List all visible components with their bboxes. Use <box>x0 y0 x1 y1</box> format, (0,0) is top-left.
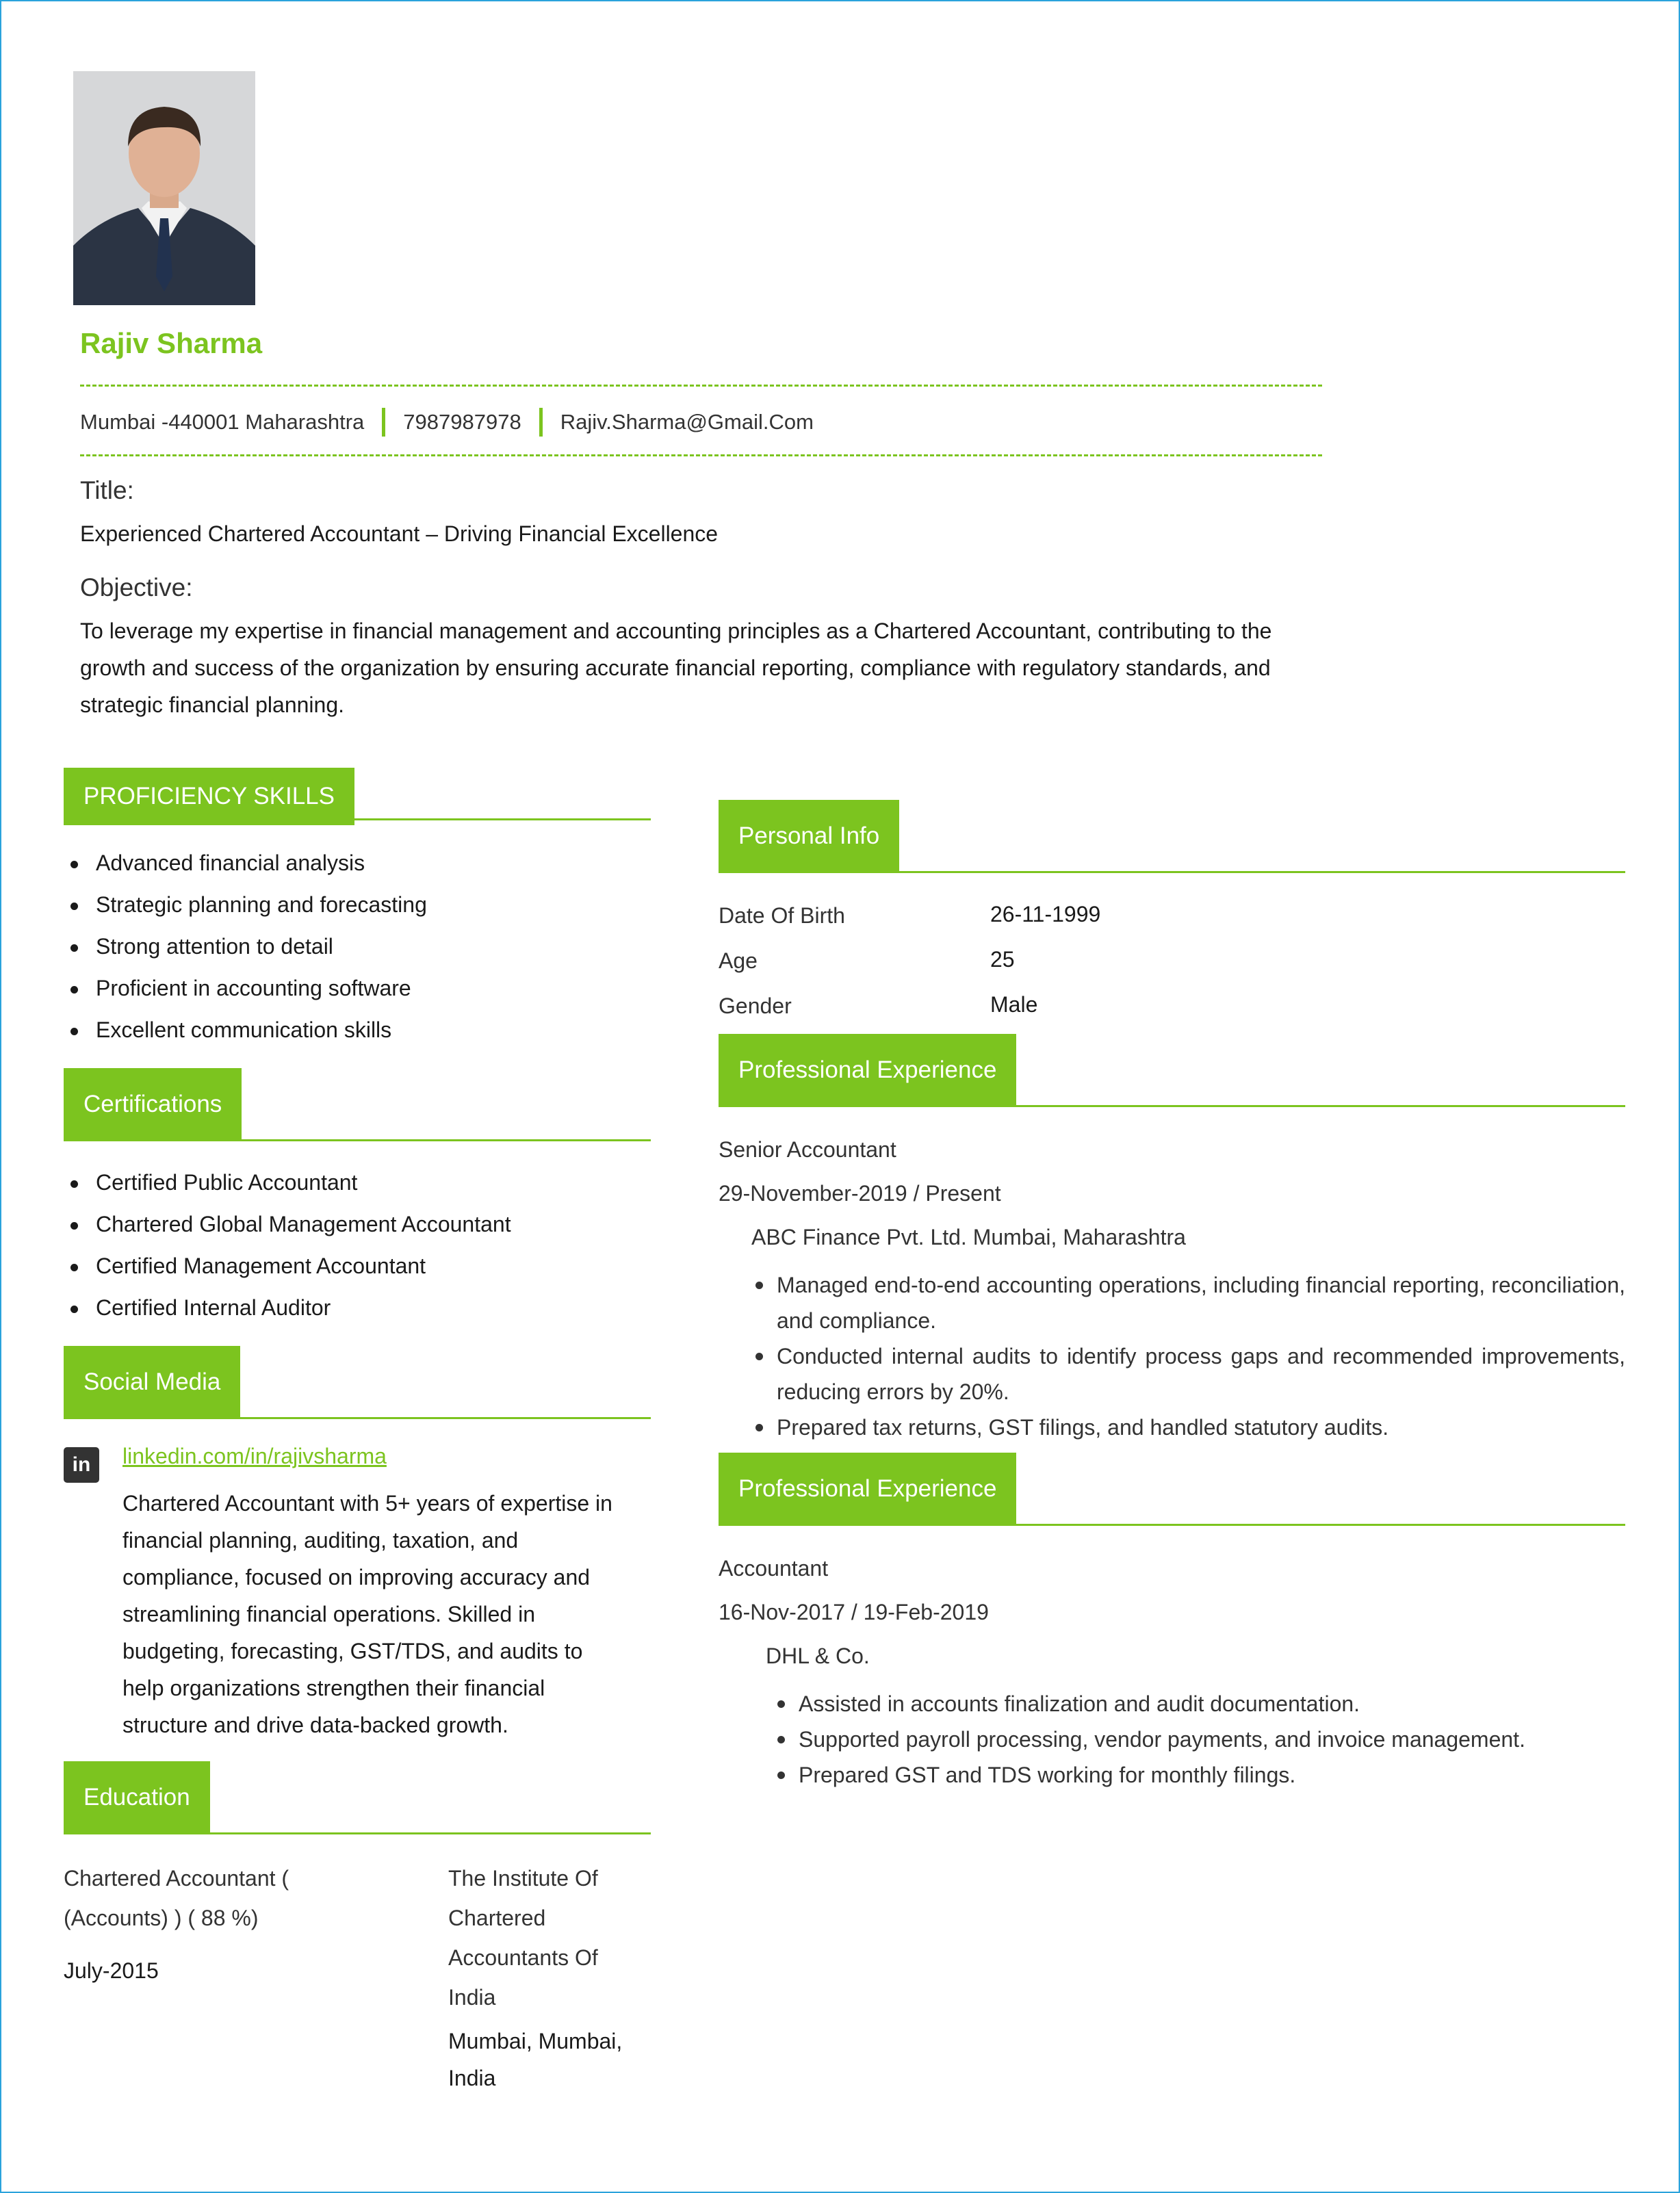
profile-photo <box>73 71 255 305</box>
contact-separator <box>382 408 385 437</box>
contact-address: Mumbai -440001 Maharashtra <box>80 410 365 434</box>
list-item: Proficient in accounting software <box>64 968 427 1009</box>
candidate-name: Rajiv Sharma <box>80 327 263 359</box>
experience-dates: 16-Nov-2017 / 19-Feb-2019 <box>719 1600 989 1624</box>
personal-heading: Personal Info <box>719 800 899 872</box>
list-item: Prepared GST and TDS working for monthly filings. <box>773 1757 1625 1793</box>
skills-heading: PROFICIENCY SKILLS <box>64 768 354 825</box>
contact-phone[interactable]: 7987987978 <box>403 410 521 434</box>
experience-role: Accountant <box>719 1556 829 1581</box>
personal-value-age: 25 <box>990 947 1015 972</box>
linkedin-icon[interactable]: in <box>64 1447 99 1483</box>
contact-email[interactable]: Rajiv.Sharma@Gmail.Com <box>560 410 814 434</box>
education-location: Mumbai, Mumbai, India <box>448 2029 623 2090</box>
list-item: Certified Public Accountant <box>64 1162 511 1204</box>
personal-key-age: Age <box>719 948 758 973</box>
experience-role: Senior Accountant <box>719 1137 896 1162</box>
title-text: Experienced Chartered Accountant – Driving Financial Excellence <box>80 521 719 546</box>
list-item: Supported payroll processing, vendor payments, and invoice management. <box>773 1722 1625 1757</box>
education-institute: The Institute Of Chartered Accountants Of India <box>448 1866 598 2010</box>
experience-heading: Professional Experience <box>719 1034 1016 1106</box>
personal-value-gender: Male <box>990 992 1038 1017</box>
education-date: July-2015 <box>64 1958 159 1983</box>
certifications-list <box>64 1162 511 1329</box>
experience-heading: Professional Experience <box>719 1453 1016 1525</box>
experience-bullets <box>773 1686 1625 1793</box>
social-heading: Social Media <box>64 1346 240 1418</box>
education-heading: Education <box>64 1761 210 1834</box>
list-item: Prepared tax returns, GST filings, and handled statutory audits. <box>751 1410 1625 1445</box>
experience-bullets <box>751 1267 1625 1445</box>
experience-company: ABC Finance Pvt. Ltd. Mumbai, Maharashtra <box>751 1225 1186 1249</box>
education-degree: Chartered Accountant ( (Accounts) ) ( 88 %) <box>64 1866 289 1930</box>
linkedin-link[interactable]: linkedin.com/in/rajivsharma <box>122 1444 387 1468</box>
list-item: Strong attention to detail <box>64 926 427 968</box>
list-item: Assisted in accounts finalization and audit documentation. <box>773 1686 1625 1722</box>
experience-dates: 29-November-2019 / Present <box>719 1181 1001 1206</box>
list-item: Strategic planning and forecasting <box>64 884 427 926</box>
personal-key-dob: Date Of Birth <box>719 903 845 928</box>
title-label: Title: <box>80 476 134 504</box>
list-item: Conducted internal audits to identify process gaps and recommended improvements, reducing errors by 20%. <box>751 1338 1625 1410</box>
skills-list <box>64 842 427 1051</box>
experience-company: DHL & Co. <box>766 1644 870 1668</box>
list-item: Managed end-to-end accounting operations, including financial reporting, reconciliation, and compliance. <box>751 1267 1625 1338</box>
contact-bar <box>80 405 814 439</box>
objective-label: Objective: <box>80 573 193 601</box>
divider-top <box>80 385 1322 387</box>
list-item: Certified Internal Auditor <box>64 1287 511 1329</box>
personal-value-dob: 26-11-1999 <box>990 902 1101 926</box>
personal-key-gender: Gender <box>719 994 792 1018</box>
list-item: Certified Management Accountant <box>64 1245 511 1287</box>
social-summary: Chartered Accountant with 5+ years of expertise in financial planning, auditing, taxation, and compliance, focused on improving accuracy and streamlining financial operations. Skilled in budgeting, forecasting, GST/TDS, and audits to help organizations strengthen their financial structure and drive data-backed growth. <box>122 1491 612 1737</box>
contact-separator <box>539 408 543 437</box>
divider-bottom <box>80 454 1322 456</box>
list-item: Chartered Global Management Accountant <box>64 1204 511 1245</box>
list-item: Excellent communication skills <box>64 1009 427 1051</box>
objective-text: To leverage my expertise in financial management and accounting principles as a Chartered Accountant, contributing to the growth and success of the organization by ensuring accurate financial reporting, compliance with regulatory standards, and strategic financial planning. <box>80 619 1272 717</box>
list-item: Advanced financial analysis <box>64 842 427 884</box>
certifications-heading: Certifications <box>64 1068 242 1141</box>
